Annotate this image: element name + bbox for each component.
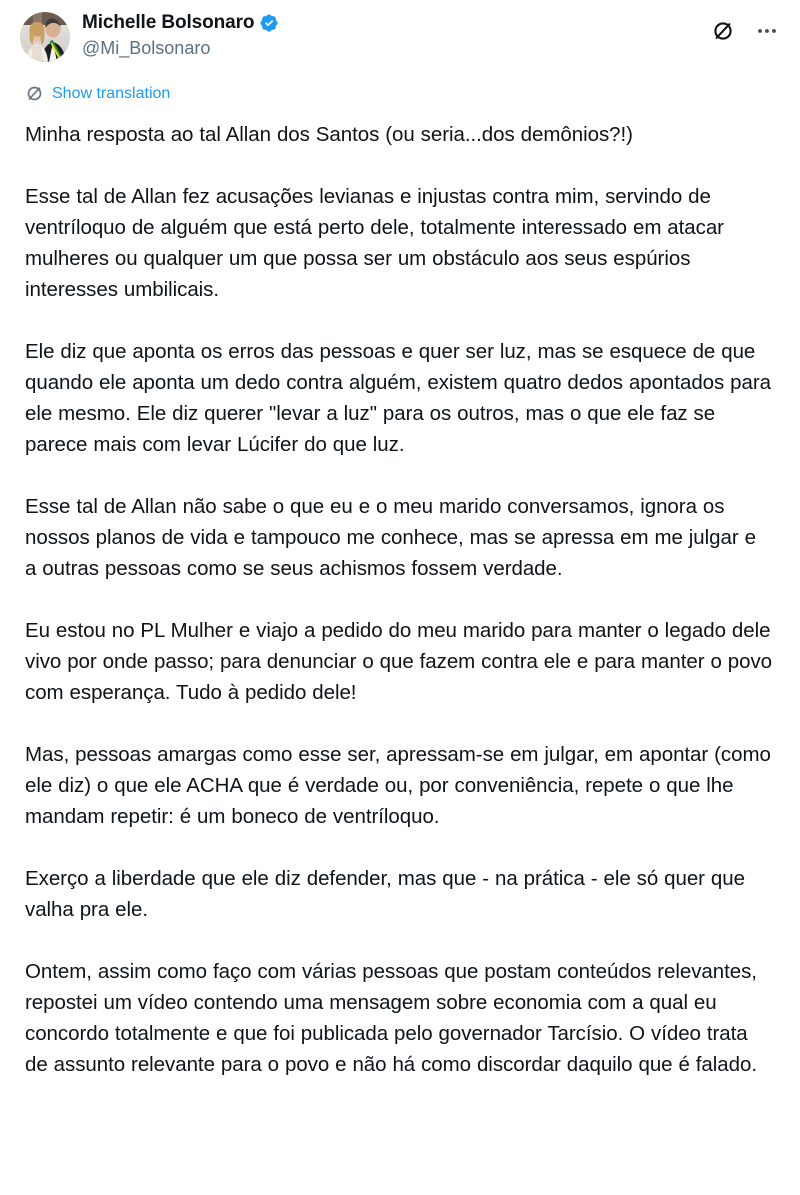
post-paragraph: Ele diz que aponta os erros das pessoas e quer ser luz, mas se esquece de que quando ele aponta um dedo contra alguém, existem quatro dedos apontados para ele mesmo. Ele diz querer "levar a luz" para os outros, mas o que ele faz se parece mais com levar Lúcifer do que luz. (25, 340, 777, 456)
header-actions (710, 12, 780, 44)
author-display-name: Michelle Bolsonaro (82, 12, 255, 33)
post-paragraph: Esse tal de Allan não sabe o que eu e o meu marido conversamos, ignora os nossos planos de vida e tampouco me conhece, mas se apressa em me julgar e a outras pessoas como se seus achismos fossem verdade. (25, 495, 762, 580)
post-text-body (25, 119, 778, 1080)
author-name-row[interactable] (82, 13, 710, 34)
post-paragraph: Minha resposta ao tal Allan dos Santos (ou seria...dos demônios?!) (25, 123, 633, 146)
post-paragraph: Esse tal de Allan fez acusações levianas e injustas contra mim, servindo de ventríloquo de alguém que está perto dele, totalmente interessado em atacar mulheres ou qualquer um que possa ser um obstáculo aos seus espúrios interesses umbilicais. (25, 185, 730, 301)
grok-icon[interactable] (710, 18, 736, 44)
show-translation-row[interactable] (25, 84, 780, 103)
grok-translate-icon (25, 84, 44, 103)
author-handle: @Mi_Bolsonaro (82, 37, 211, 58)
post-paragraph: Mas, pessoas amargas como esse ser, apressam-se em julgar, em apontar (como ele diz) o que ele ACHA que é verdade ou, por conveniência, repete o que lhe mandam repetir: é um boneco de ventríloquo. (25, 743, 777, 828)
more-options-icon[interactable] (754, 18, 780, 44)
post-paragraph: Eu estou no PL Mulher e viajo a pedido do meu marido para manter o legado dele vivo por onde passo; para denunciar o que fazem contra ele e para manter o povo com esperança. Tudo à pedido dele! (25, 619, 778, 704)
avatar[interactable] (20, 12, 70, 62)
post-paragraph: Exerço a liberdade que ele diz defender, mas que - na prática - ele só quer que valha pra ele. (25, 867, 751, 921)
post-header (20, 10, 780, 62)
author-identity (82, 12, 710, 59)
verified-badge-icon (259, 13, 279, 33)
post-paragraph: Ontem, assim como faço com várias pessoas que postam conteúdos relevantes, repostei um vídeo contendo uma mensagem sobre economia com a qual eu concordo totalmente e que foi publicada pelo governador Tarcísio. O vídeo trata de assunto relevante para o povo e não há como discordar daquilo que é falado. (25, 960, 763, 1076)
show-translation-label[interactable]: Show translation (52, 84, 171, 102)
